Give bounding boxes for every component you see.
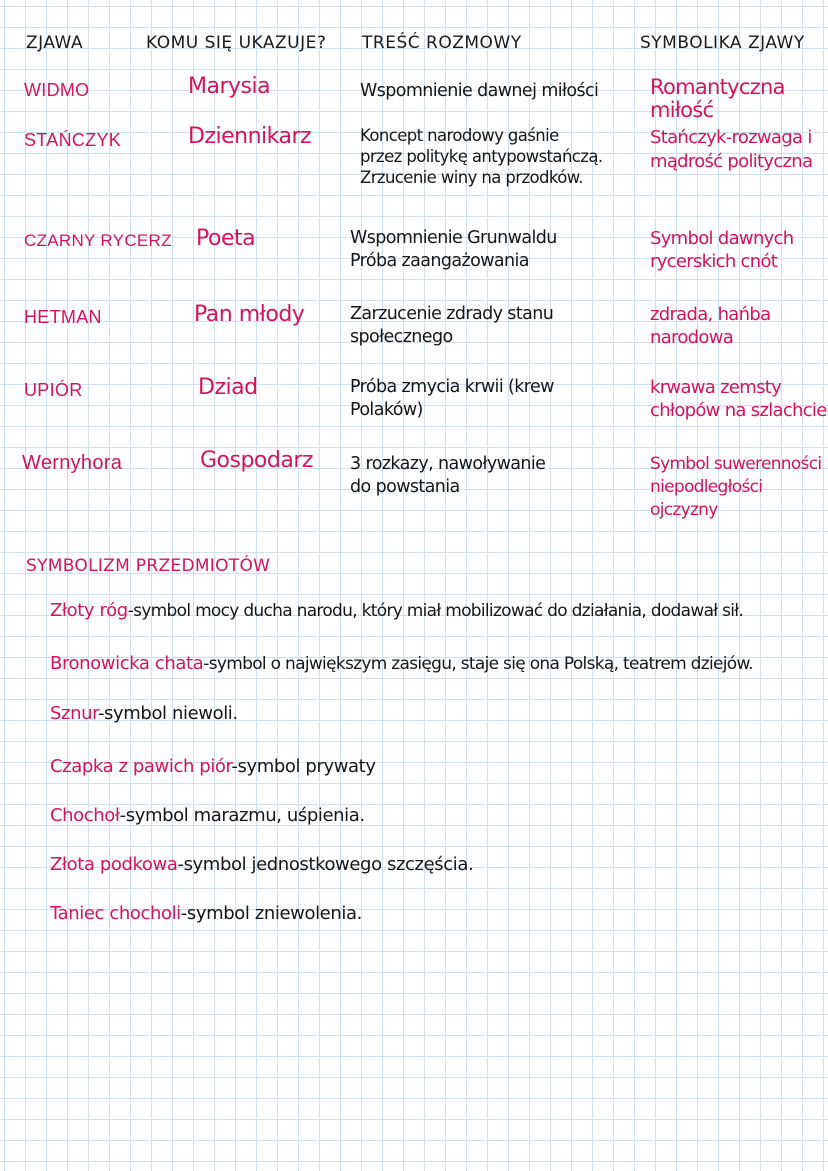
item-term: Sznur bbox=[50, 703, 98, 724]
row-conversation: Wspomnienie Grunwaldu Próba zaangażowania bbox=[350, 228, 557, 271]
item-desc: -symbol zniewolenia. bbox=[180, 903, 362, 924]
header-symbolism: SYMBOLIKA ZJAWY bbox=[640, 33, 805, 53]
list-item bbox=[50, 653, 753, 674]
row-symbolism: Romantyczna miłość bbox=[650, 75, 785, 122]
row-person: Gospodarz bbox=[200, 448, 313, 473]
header-conversation: TREŚĆ ROZMOWY bbox=[362, 33, 522, 53]
row-symbolism: Symbol suwerenności niepodległości ojczyzny bbox=[650, 454, 822, 520]
item-desc: -symbol o największym zasięgu, staje się ona Polską, teatrem dziejów. bbox=[203, 654, 753, 674]
row-conversation: Zarzucenie zdrady stanu społecznego bbox=[350, 304, 554, 347]
row-ghost-name: WIDMO bbox=[24, 80, 90, 100]
row-ghost-name: CZARNY RYCERZ bbox=[24, 231, 172, 250]
item-desc: -symbol niewoli. bbox=[97, 703, 238, 724]
row-person: Poeta bbox=[196, 226, 256, 251]
row-conversation: Koncept narodowy gaśnie przez politykę antypowstańczą. Zrzucenie winy na przodków. bbox=[360, 126, 603, 187]
section-title: SYMBOLIZM PRZEDMIOTÓW bbox=[26, 556, 271, 576]
list-item bbox=[50, 903, 362, 924]
item-term: Czapka z pawich piór bbox=[50, 756, 232, 777]
list-item bbox=[50, 805, 365, 826]
header-ghost: ZJAWA bbox=[26, 33, 84, 53]
row-symbolism: krwawa zemsty chłopów na szlachcie bbox=[650, 377, 827, 421]
row-person: Pan młody bbox=[194, 302, 305, 327]
item-desc: -symbol mocy ducha narodu, który miał mobilizować do działania, dodawał sił. bbox=[127, 601, 744, 621]
row-ghost-name: HETMAN bbox=[24, 307, 102, 327]
row-conversation: Próba zmycia krwii (krew Polaków) bbox=[350, 377, 554, 420]
item-desc: -symbol marazmu, uśpienia. bbox=[119, 805, 365, 826]
item-term: Bronowicka chata bbox=[50, 653, 204, 674]
list-item bbox=[50, 854, 473, 875]
row-ghost-name: STAŃCZYK bbox=[24, 130, 122, 150]
row-ghost-name: UPIÓR bbox=[24, 380, 83, 400]
row-symbolism: zdrada, hańba narodowa bbox=[650, 304, 771, 348]
row-ghost-name: Wernyhora bbox=[22, 452, 123, 474]
list-item bbox=[50, 600, 743, 621]
row-person: Dziad bbox=[198, 375, 258, 400]
item-term: Złoty róg bbox=[50, 600, 128, 621]
item-term: Chochoł bbox=[50, 805, 120, 826]
list-item bbox=[50, 756, 376, 777]
row-person: Marysia bbox=[188, 74, 271, 99]
item-term: Taniec chocholi bbox=[50, 903, 181, 924]
row-conversation: Wspomnienie dawnej miłości bbox=[360, 81, 599, 101]
row-conversation: 3 rozkazy, nawoływanie do powstania bbox=[350, 454, 546, 497]
row-person: Dziennikarz bbox=[188, 124, 312, 149]
header-to-whom: KOMU SIĘ UKAZUJE? bbox=[146, 33, 327, 53]
row-symbolism: Symbol dawnych rycerskich cnót bbox=[650, 228, 794, 272]
item-desc: -symbol prywaty bbox=[231, 756, 376, 777]
list-item bbox=[50, 703, 238, 724]
item-desc: -symbol jednostkowego szczęścia. bbox=[177, 854, 474, 875]
item-term: Złota podkowa bbox=[50, 854, 178, 875]
row-symbolism: Stańczyk-rozwaga i mądrość polityczna bbox=[650, 127, 813, 172]
